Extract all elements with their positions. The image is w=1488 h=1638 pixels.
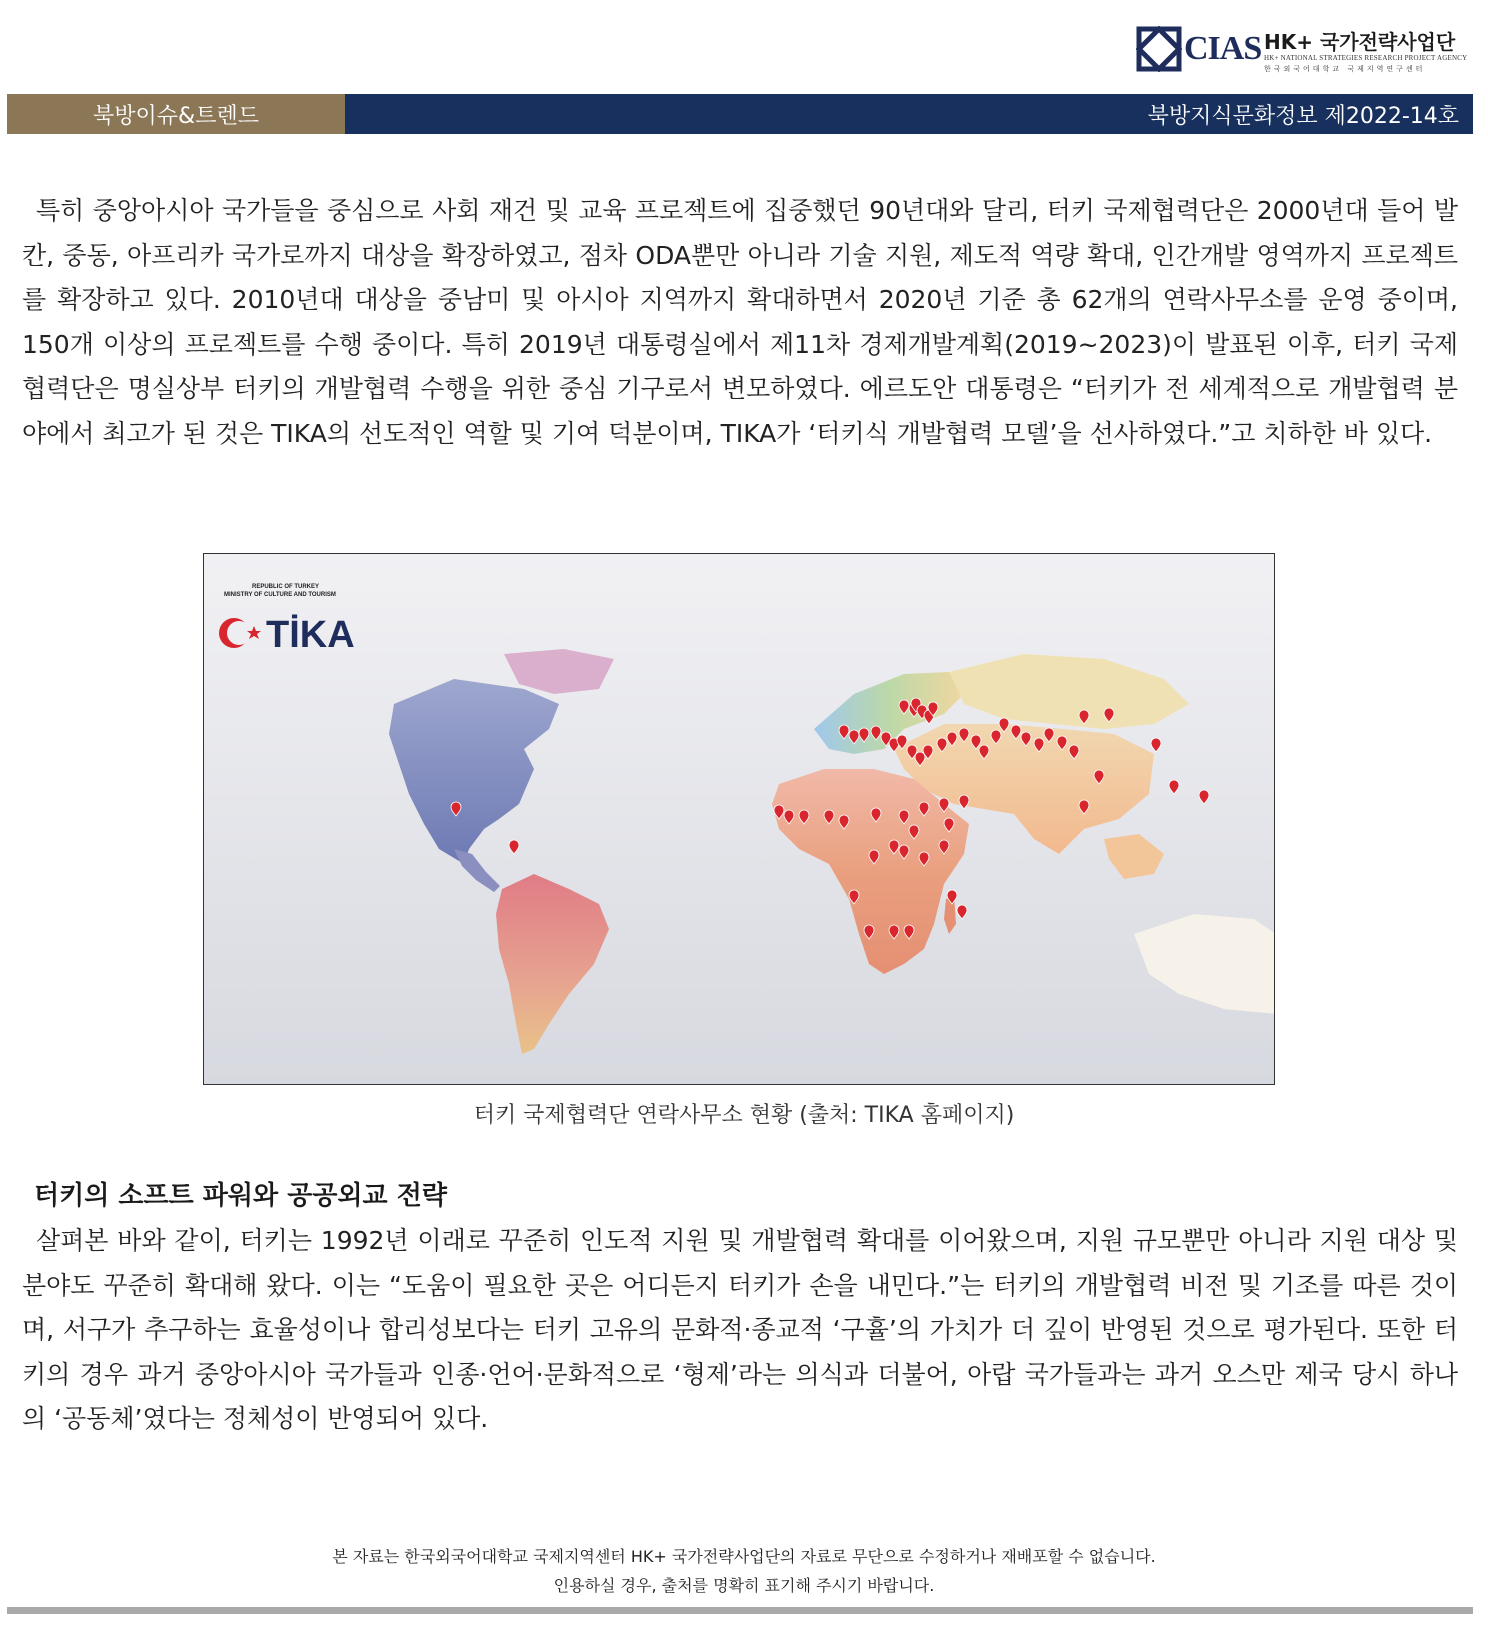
logo-subtitle-ko: 한국외국어대학교 국제지역연구센터 (1264, 65, 1426, 73)
map-pin-icon (957, 905, 967, 919)
issue-label: 북방지식문화정보 제2022-14호 (345, 94, 1473, 134)
title-bar (7, 94, 1473, 134)
greenland-shape (504, 649, 614, 694)
map-pin-icon (509, 840, 519, 854)
map-publisher-line1: REPUBLIC OF TURKEY (252, 584, 320, 590)
central-america-shape (454, 849, 500, 892)
footer-notice: 본 자료는 한국외국어대학교 국제지역센터 HK+ 국가전략사업단의 자료로 무단으로 수정하거나 재배포할 수 없습니다. (332, 1547, 1156, 1566)
map-pin-icon (1199, 790, 1209, 804)
south-america-shape (496, 874, 609, 1054)
body-paragraph-2: 살펴본 바와 같이, 터키는 1992년 이래로 꾸준히 인도적 지원 및 개발협력 확대를 이어왔으며, 지원 규모뿐만 아니라 지원 대상 및 분야도 꾸준히 확대해 왔다. 이는 “도움이 필요한 곳은 어디든지 터키가 손을 내민다.”는 터키의 개발협력 비전 및 기조를 따른 것이며, 서구가 추구하는 효율성이나 합리성보다는 터키 고유의 문화적·종교적 ‘구휼’의 가치가 더 깊이 반영된 것으로 평가된다. 또한 터키의 경우 과거 중앙아시아 국가들과 인종·언어·문화적으로 ‘형제’라는 의식과 더불어, 아랍 국가들과는 과거 오스만 제국 당시 하나의 ‘공동체’였다는 정체성이 반영되어 있다. (22, 1226, 1458, 1433)
map-pin-icon (959, 795, 969, 809)
tika-office-map (203, 553, 1275, 1085)
figure-caption: 터키 국제협력단 연락사무소 현황 (출처: TIKA 홈페이지) (473, 1103, 1015, 1128)
map-pin-icon (1169, 780, 1179, 794)
logo-brand: CIAS (1184, 30, 1262, 67)
cias-logo (1136, 24, 1466, 76)
world-map (204, 554, 1275, 1085)
cias-knot-icon (1136, 26, 1182, 72)
tika-brand: TİKA (266, 614, 355, 656)
north-america-shape (389, 679, 559, 864)
logo-title: HK+ 국가전략사업단 (1264, 30, 1456, 54)
africa-shape (772, 769, 969, 974)
logo-subtitle-en: HK+ NATIONAL STRATEGIES RESEARCH PROJECT AGENCY (1264, 54, 1468, 62)
section-label: 북방이슈&트렌드 (7, 94, 345, 134)
map-pin-icon (1151, 738, 1161, 752)
australia-shape (1134, 914, 1275, 1014)
footer-citation: 인용하실 경우, 출처를 명확히 표기해 주시기 바랍니다. (553, 1576, 935, 1595)
body-paragraph-1: 특히 중앙아시아 국가들을 중심으로 사회 재건 및 교육 프로젝트에 집중했던 90년대와 달리, 터키 국제협력단은 2000년대 들어 발칸, 중동, 아프리카 국가로까지 대상을 확장하였고, 점차 ODA뿐만 아니라 기술 지원, 제도적 역량 확대, 인간개발 영역까지 프로젝트를 확장하고 있다. 2010년대 대상을 중남미 및 아시아 지역까지 확대하면서 2020년 기준 총 62개의 연락사무소를 운영 중이며, 150개 이상의 프로젝트를 수행 중이다. 특히 2019년 대통령실에서 제11차 경제개발계획(2019~2023)이 발표된 이후, 터키 국제협력단은 명실상부 터키의 개발협력 수행을 위한 중심 기구로서 변모하였다. 에르도안 대통령은 “터키가 전 세계적으로 개발협력 분야에서 최고가 된 것은 TIKA의 선도적인 역할 및 기여 덕분이며, TIKA가 ‘터키식 개발협력 모델’을 선사하였다.”고 치하한 바 있다. (22, 196, 1458, 448)
section-heading: 터키의 소프트 파워와 공공외교 전략 (34, 1181, 447, 1211)
footer-divider (7, 1607, 1473, 1614)
southeast-asia-shape (1104, 834, 1164, 879)
crescent-star-icon (219, 618, 261, 648)
map-publisher-line2: MINISTRY OF CULTURE AND TOURISM (224, 592, 336, 598)
north-asia-shape (949, 654, 1189, 729)
